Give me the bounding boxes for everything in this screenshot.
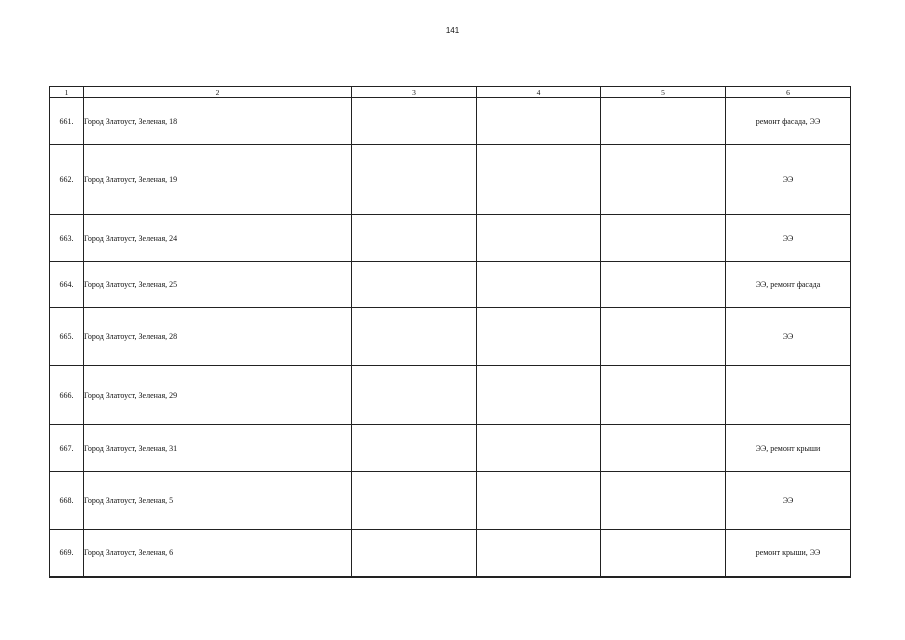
table-row <box>50 472 851 530</box>
row-number: 663. <box>50 215 84 262</box>
row-cell-5 <box>601 530 726 577</box>
row-number: 666. <box>50 366 84 425</box>
header-row <box>50 87 851 98</box>
row-cell-3 <box>352 366 477 425</box>
row-cell-3 <box>352 145 477 215</box>
row-note: ЭЭ <box>726 215 851 262</box>
row-cell-4 <box>477 262 601 308</box>
row-cell-3 <box>352 215 477 262</box>
row-cell-5 <box>601 98 726 145</box>
row-cell-4 <box>477 215 601 262</box>
row-note <box>726 366 851 425</box>
row-address: Город Златоуст, Зеленая, 28 <box>84 308 352 366</box>
row-address: Город Златоуст, Зеленая, 6 <box>84 530 352 577</box>
row-cell-5 <box>601 262 726 308</box>
table-row <box>50 308 851 366</box>
row-note: ЭЭ, ремонт фасада <box>726 262 851 308</box>
row-cell-3 <box>352 308 477 366</box>
row-cell-3 <box>352 530 477 577</box>
row-number: 669. <box>50 530 84 577</box>
row-cell-5 <box>601 472 726 530</box>
row-cell-5 <box>601 308 726 366</box>
row-note: ЭЭ, ремонт крыши <box>726 425 851 472</box>
buildings-table <box>49 86 851 578</box>
row-address: Город Златоуст, Зеленая, 18 <box>84 98 352 145</box>
row-address: Город Златоуст, Зеленая, 24 <box>84 215 352 262</box>
row-cell-3 <box>352 472 477 530</box>
row-cell-5 <box>601 145 726 215</box>
column-header-1: 1 <box>50 87 84 98</box>
row-address: Город Златоуст, Зеленая, 5 <box>84 472 352 530</box>
row-cell-4 <box>477 425 601 472</box>
row-note: ЭЭ <box>726 308 851 366</box>
row-note: ремонт крыши, ЭЭ <box>726 530 851 577</box>
row-cell-4 <box>477 145 601 215</box>
row-number: 661. <box>50 98 84 145</box>
column-header-5: 5 <box>601 87 726 98</box>
row-cell-4 <box>477 98 601 145</box>
row-cell-3 <box>352 98 477 145</box>
table-row <box>50 425 851 472</box>
table-row <box>50 366 851 425</box>
row-cell-3 <box>352 425 477 472</box>
row-cell-4 <box>477 308 601 366</box>
row-note: ЭЭ <box>726 145 851 215</box>
row-cell-5 <box>601 215 726 262</box>
row-cell-4 <box>477 530 601 577</box>
row-number: 664. <box>50 262 84 308</box>
row-number: 668. <box>50 472 84 530</box>
row-number: 665. <box>50 308 84 366</box>
row-cell-4 <box>477 366 601 425</box>
row-address: Город Златоуст, Зеленая, 29 <box>84 366 352 425</box>
row-address: Город Златоуст, Зеленая, 19 <box>84 145 352 215</box>
row-cell-5 <box>601 425 726 472</box>
table-row <box>50 262 851 308</box>
row-address: Город Златоуст, Зеленая, 31 <box>84 425 352 472</box>
table-row <box>50 98 851 145</box>
row-cell-4 <box>477 472 601 530</box>
column-header-6: 6 <box>726 87 851 98</box>
table-row <box>50 530 851 577</box>
column-header-3: 3 <box>352 87 477 98</box>
row-note: ЭЭ <box>726 472 851 530</box>
table-row <box>50 215 851 262</box>
row-cell-5 <box>601 366 726 425</box>
column-header-2: 2 <box>84 87 352 98</box>
page-number: 141 <box>445 26 460 35</box>
row-cell-3 <box>352 262 477 308</box>
row-number: 667. <box>50 425 84 472</box>
table-row <box>50 145 851 215</box>
row-address: Город Златоуст, Зеленая, 25 <box>84 262 352 308</box>
row-number: 662. <box>50 145 84 215</box>
table-header <box>50 87 851 98</box>
column-header-4: 4 <box>477 87 601 98</box>
table-body <box>50 98 851 577</box>
row-note: ремонт фасада, ЭЭ <box>726 98 851 145</box>
